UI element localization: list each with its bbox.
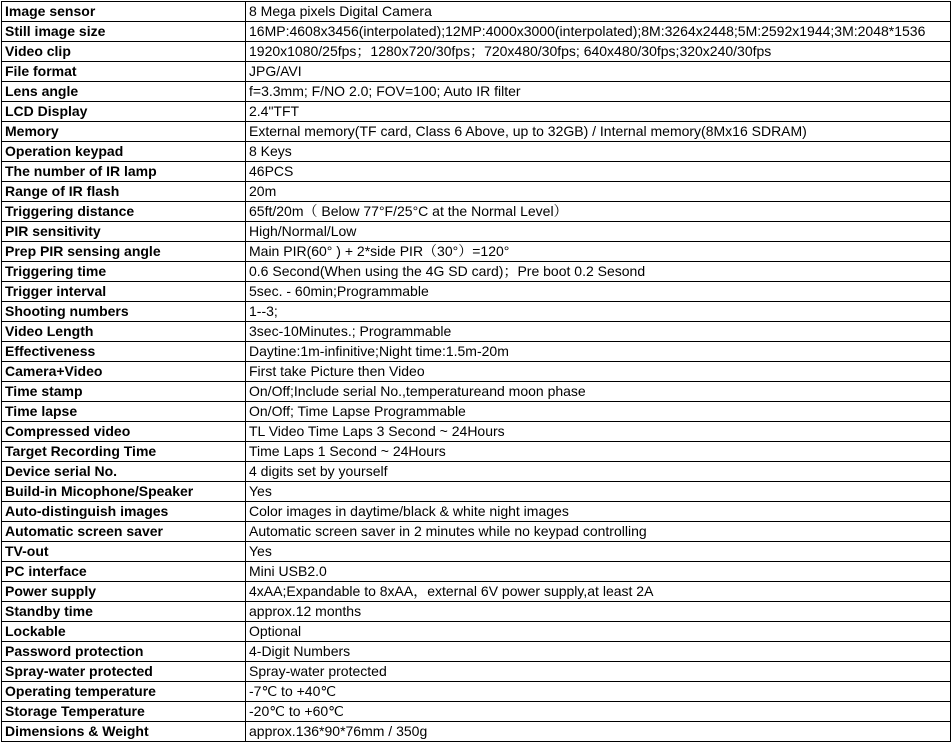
table-row	[2, 82, 951, 102]
spec-table-body	[2, 2, 951, 742]
spec-value: 1--3;	[246, 302, 951, 322]
spec-label: Build-in Micophone/Speaker	[2, 482, 246, 502]
spec-value: JPG/AVI	[246, 62, 951, 82]
spec-label: TV-out	[2, 542, 246, 562]
spec-label: Time lapse	[2, 402, 246, 422]
spec-value: High/Normal/Low	[246, 222, 951, 242]
spec-value: Mini USB2.0	[246, 562, 951, 582]
spec-label: Prep PIR sensing angle	[2, 242, 246, 262]
spec-label: Power supply	[2, 582, 246, 602]
table-row	[2, 142, 951, 162]
spec-label: Trigger interval	[2, 282, 246, 302]
spec-value: 0.6 Second(When using the 4G SD card)；Pre boot 0.2 Sesond	[246, 262, 951, 282]
spec-label: Effectiveness	[2, 342, 246, 362]
spec-value: 1920x1080/25fps；1280x720/30fps；720x480/30fps; 640x480/30fps;320x240/30fps	[246, 42, 951, 62]
spec-value: Yes	[246, 542, 951, 562]
spec-value: 5sec. - 60min;Programmable	[246, 282, 951, 302]
spec-label: Video Length	[2, 322, 246, 342]
spec-label: Operation keypad	[2, 142, 246, 162]
table-row	[2, 702, 951, 722]
spec-value: 65ft/20m（ Below 77°F/25°C at the Normal Level）	[246, 202, 951, 222]
table-row	[2, 662, 951, 682]
spec-label: Image sensor	[2, 2, 246, 22]
table-row	[2, 382, 951, 402]
spec-label: Lens angle	[2, 82, 246, 102]
table-row	[2, 102, 951, 122]
table-row	[2, 542, 951, 562]
spec-value: 4 digits set by yourself	[246, 462, 951, 482]
spec-label: Time stamp	[2, 382, 246, 402]
table-row	[2, 502, 951, 522]
table-row	[2, 42, 951, 62]
spec-label: Shooting numbers	[2, 302, 246, 322]
spec-value: TL Video Time Laps 3 Second ~ 24Hours	[246, 422, 951, 442]
spec-value: Automatic screen saver in 2 minutes while no keypad controlling	[246, 522, 951, 542]
spec-value: On/Off;Include serial No.,temperatureand moon phase	[246, 382, 951, 402]
table-row	[2, 22, 951, 42]
spec-value: -20℃ to +60℃	[246, 702, 951, 722]
table-row	[2, 582, 951, 602]
spec-label: Camera+Video	[2, 362, 246, 382]
spec-label: Password protection	[2, 642, 246, 662]
table-row	[2, 122, 951, 142]
spec-value: Daytine:1m-infinitive;Night time:1.5m-20m	[246, 342, 951, 362]
table-row	[2, 462, 951, 482]
spec-value: Color images in daytime/black & white night images	[246, 502, 951, 522]
spec-label: File format	[2, 62, 246, 82]
spec-value: Time Laps 1 Second ~ 24Hours	[246, 442, 951, 462]
table-row	[2, 182, 951, 202]
spec-label: Operating temperature	[2, 682, 246, 702]
spec-label: The number of IR lamp	[2, 162, 246, 182]
table-row	[2, 242, 951, 262]
table-row	[2, 2, 951, 22]
spec-label: PC interface	[2, 562, 246, 582]
table-row	[2, 62, 951, 82]
spec-value: Yes	[246, 482, 951, 502]
spec-value: approx.12 months	[246, 602, 951, 622]
spec-value: 8 Keys	[246, 142, 951, 162]
spec-label: Triggering distance	[2, 202, 246, 222]
table-row	[2, 642, 951, 662]
spec-value: Main PIR(60° ) + 2*side PIR（30°）=120°	[246, 242, 951, 262]
table-row	[2, 162, 951, 182]
table-row	[2, 202, 951, 222]
spec-value: approx.136*90*76mm / 350g	[246, 722, 951, 742]
table-row	[2, 482, 951, 502]
table-row	[2, 622, 951, 642]
table-row	[2, 262, 951, 282]
spec-value: -7℃ to +40℃	[246, 682, 951, 702]
spec-value: First take Picture then Video	[246, 362, 951, 382]
spec-label: Triggering time	[2, 262, 246, 282]
table-row	[2, 222, 951, 242]
table-row	[2, 302, 951, 322]
spec-label: Target Recording Time	[2, 442, 246, 462]
spec-value: f=3.3mm; F/NO 2.0; FOV=100; Auto IR filter	[246, 82, 951, 102]
table-row	[2, 522, 951, 542]
table-row	[2, 322, 951, 342]
table-row	[2, 402, 951, 422]
spec-label: Compressed video	[2, 422, 246, 442]
spec-label: PIR sensitivity	[2, 222, 246, 242]
spec-value: 3sec-10Minutes.; Programmable	[246, 322, 951, 342]
spec-value: Spray-water protected	[246, 662, 951, 682]
spec-label: Video clip	[2, 42, 246, 62]
table-row	[2, 682, 951, 702]
spec-label: Device serial No.	[2, 462, 246, 482]
table-row	[2, 722, 951, 742]
table-row	[2, 362, 951, 382]
spec-label: Still image size	[2, 22, 246, 42]
table-row	[2, 342, 951, 362]
spec-label: Standby time	[2, 602, 246, 622]
spec-value: 20m	[246, 182, 951, 202]
table-row	[2, 602, 951, 622]
spec-value: 8 Mega pixels Digital Camera	[246, 2, 951, 22]
spec-label: Memory	[2, 122, 246, 142]
table-row	[2, 442, 951, 462]
spec-value: 4-Digit Numbers	[246, 642, 951, 662]
spec-value: 16MP:4608x3456(interpolated);12MP:4000x3000(interpolated);8M:3264x2448;5M:2592x1944;3M:2048*1536	[246, 22, 951, 42]
spec-value: Optional	[246, 622, 951, 642]
table-row	[2, 282, 951, 302]
spec-label: Automatic screen saver	[2, 522, 246, 542]
spec-value: 2.4"TFT	[246, 102, 951, 122]
spec-label: Lockable	[2, 622, 246, 642]
spec-table	[1, 1, 951, 742]
spec-value: 4xAA;Expandable to 8xAA，external 6V power supply,at least 2A	[246, 582, 951, 602]
spec-label: Dimensions & Weight	[2, 722, 246, 742]
spec-label: Storage Temperature	[2, 702, 246, 722]
table-row	[2, 562, 951, 582]
spec-value: On/Off; Time Lapse Programmable	[246, 402, 951, 422]
spec-label: Range of IR flash	[2, 182, 246, 202]
spec-label: Spray-water protected	[2, 662, 246, 682]
table-row	[2, 422, 951, 442]
spec-value: External memory(TF card, Class 6 Above, up to 32GB) / Internal memory(8Mx16 SDRAM)	[246, 122, 951, 142]
spec-value: 46PCS	[246, 162, 951, 182]
spec-label: Auto-distinguish images	[2, 502, 246, 522]
spec-label: LCD Display	[2, 102, 246, 122]
